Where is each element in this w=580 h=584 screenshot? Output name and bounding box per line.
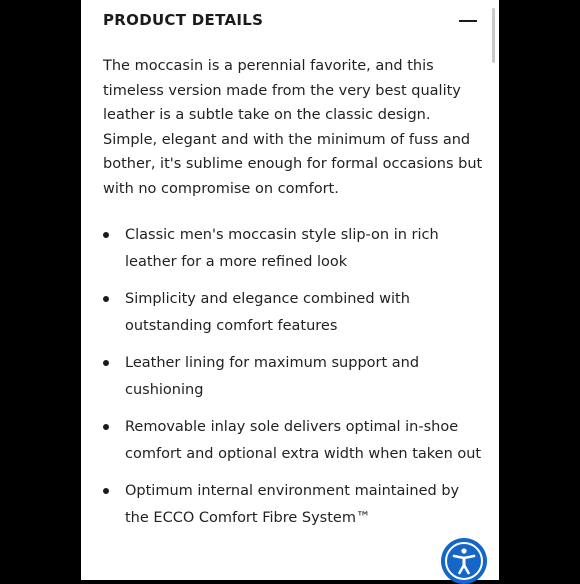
feature-text: Simplicity and elegance combined with outstanding comfort features bbox=[125, 291, 410, 334]
bullet-icon bbox=[103, 488, 109, 494]
minus-icon bbox=[459, 20, 477, 22]
product-details-header[interactable] bbox=[103, 10, 473, 32]
list-item bbox=[103, 414, 483, 467]
section-title: PRODUCT DETAILS bbox=[103, 11, 264, 29]
feature-text: Removable inlay sole delivers optimal in-shoe comfort and optional extra width when taken out bbox=[125, 419, 482, 462]
feature-text: Leather lining for maximum support and cushioning bbox=[125, 355, 420, 398]
bullet-icon bbox=[103, 424, 109, 430]
feature-text: Optimum internal environment maintained by the ECCO Comfort Fibre System™ bbox=[125, 483, 460, 526]
accessibility-icon bbox=[441, 538, 487, 584]
list-item bbox=[103, 286, 483, 339]
feature-text: Classic men's moccasin style slip-on in rich leather for a more refined look bbox=[125, 227, 439, 270]
collapse-button[interactable] bbox=[456, 10, 480, 30]
bullet-icon bbox=[103, 296, 109, 302]
list-item bbox=[103, 222, 483, 275]
scrollbar[interactable] bbox=[492, 8, 495, 63]
list-item bbox=[103, 478, 483, 531]
product-description: The moccasin is a perennial favorite, and this timeless version made from the very best quality leather is a subtle take on the classic design. Simple, elegant and with the minimum of fuss and bother, it's sublime enough for formal occasions but with no compromise on comfort. bbox=[103, 58, 483, 197]
product-details-panel bbox=[81, 0, 499, 580]
feature-list bbox=[103, 222, 483, 542]
accessibility-button[interactable] bbox=[441, 538, 487, 584]
bullet-icon bbox=[103, 232, 109, 238]
bullet-icon bbox=[103, 360, 109, 366]
list-item bbox=[103, 350, 483, 403]
